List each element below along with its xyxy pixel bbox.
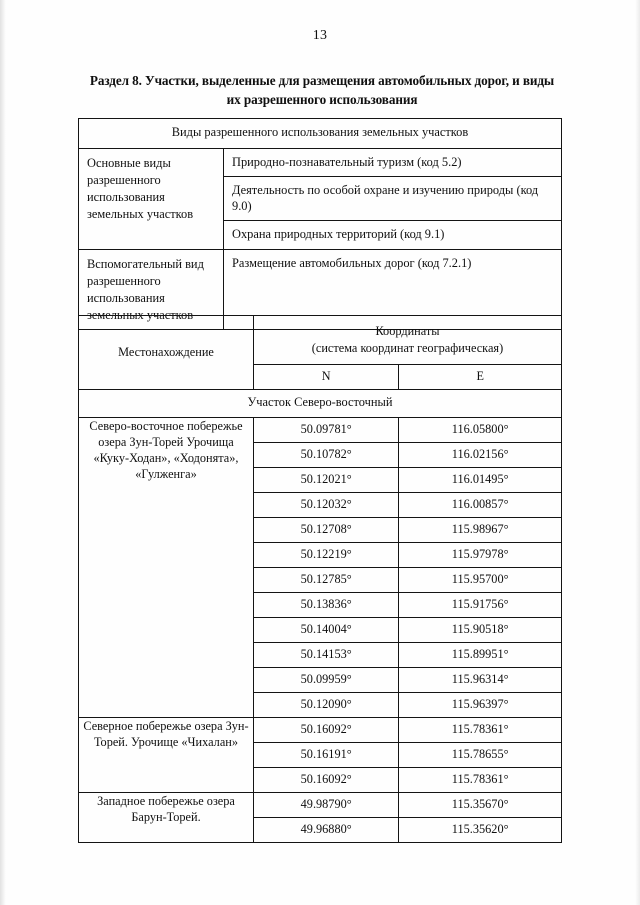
section-title-row	[79, 390, 562, 417]
coordinates-table	[78, 315, 562, 843]
coordinate-n: 50.12032°	[253, 492, 398, 517]
coordinate-n: 50.12090°	[253, 692, 398, 717]
coordinate-e: 115.90518°	[399, 617, 562, 642]
coordinate-e: 115.98967°	[399, 517, 562, 542]
use-group-label-main: Основные виды разрешенного использования земельных участков	[79, 148, 224, 249]
coordinate-n: 50.12708°	[253, 517, 398, 542]
coordinate-n: 49.98790°	[253, 792, 398, 817]
coordinate-n: 50.12021°	[253, 467, 398, 492]
page-number: 13	[312, 28, 328, 43]
permitted-uses-body	[79, 119, 562, 330]
coordinate-e: 115.95700°	[399, 567, 562, 592]
column-header-coordinates	[253, 316, 561, 365]
coordinates-table-head	[79, 316, 562, 390]
permitted-uses-header-row	[79, 119, 562, 149]
coordinate-e: 115.89951°	[399, 642, 562, 667]
coordinate-e: 115.96314°	[399, 667, 562, 692]
coordinate-n: 50.14153°	[253, 642, 398, 667]
coordinate-e: 116.01495°	[399, 467, 562, 492]
page-title: Раздел 8. Участки, выделенные для размещения автомобильных дорог, и виды их разрешенного использования	[89, 73, 555, 107]
use-group-label-auxiliary: Вспомогательный вид разрешенного использования земельных участков	[79, 249, 224, 329]
table-row	[79, 717, 562, 742]
location-name: Северное побережье озера Зун-Торей. Урочище «Чихалан»	[79, 717, 254, 792]
coordinate-n: 50.10782°	[253, 442, 398, 467]
coordinate-n: 50.12785°	[253, 567, 398, 592]
location-name: Северо-восточное побережье озера Зун-Торей Урочища «Куку-Ходан», «Ходонята», «Гулженга»	[79, 417, 254, 717]
location-name: Западное побережье озера Барун-Торей.	[79, 792, 254, 842]
coordinate-n: 50.12219°	[253, 542, 398, 567]
coordinate-n: 49.96880°	[253, 817, 398, 842]
permitted-uses-header: Виды разрешенного использования земельных участков	[79, 119, 562, 149]
coordinate-e: 116.02156°	[399, 442, 562, 467]
coordinate-e: 116.05800°	[399, 417, 562, 442]
coordinate-e: 115.78361°	[399, 717, 562, 742]
table-row	[79, 792, 562, 817]
coordinate-e: 115.35670°	[399, 792, 562, 817]
coordinate-e: 116.00857°	[399, 492, 562, 517]
coordinate-n: 50.13836°	[253, 592, 398, 617]
coordinate-e: 115.91756°	[399, 592, 562, 617]
coordinates-table-body	[79, 390, 562, 842]
coordinates-title-line2: (система координат географическая)	[311, 340, 504, 355]
column-header-place: Местонахождение	[79, 316, 254, 390]
table-row	[79, 148, 562, 177]
use-item: Размещение автомобильных дорог (код 7.2.1)	[224, 249, 562, 329]
column-header-e: E	[399, 365, 562, 390]
coordinate-n: 50.14004°	[253, 617, 398, 642]
coordinate-n: 50.09959°	[253, 667, 398, 692]
coordinate-e: 115.97978°	[399, 542, 562, 567]
permitted-uses-table	[78, 118, 562, 330]
coordinates-title-line1: Координаты	[375, 324, 440, 338]
coordinate-n: 50.16191°	[253, 742, 398, 767]
coordinate-n: 50.16092°	[253, 717, 398, 742]
coordinates-header-row-1	[79, 316, 562, 365]
table-row	[79, 417, 562, 442]
coordinate-n: 50.16092°	[253, 767, 398, 792]
coordinate-e: 115.78361°	[399, 767, 562, 792]
scan-edge-left	[0, 0, 6, 905]
use-item: Охрана природных территорий (код 9.1)	[224, 221, 562, 250]
coordinate-e: 115.35620°	[399, 817, 562, 842]
use-item: Природно-познавательный туризм (код 5.2)	[224, 148, 562, 177]
scan-edge-right	[635, 0, 640, 905]
coordinate-e: 115.96397°	[399, 692, 562, 717]
column-header-n: N	[253, 365, 398, 390]
coordinate-e: 115.78655°	[399, 742, 562, 767]
coordinate-n: 50.09781°	[253, 417, 398, 442]
use-item: Деятельность по особой охране и изучению природы (код 9.0)	[224, 177, 562, 221]
section-title: Участок Северо-восточный	[79, 390, 562, 417]
